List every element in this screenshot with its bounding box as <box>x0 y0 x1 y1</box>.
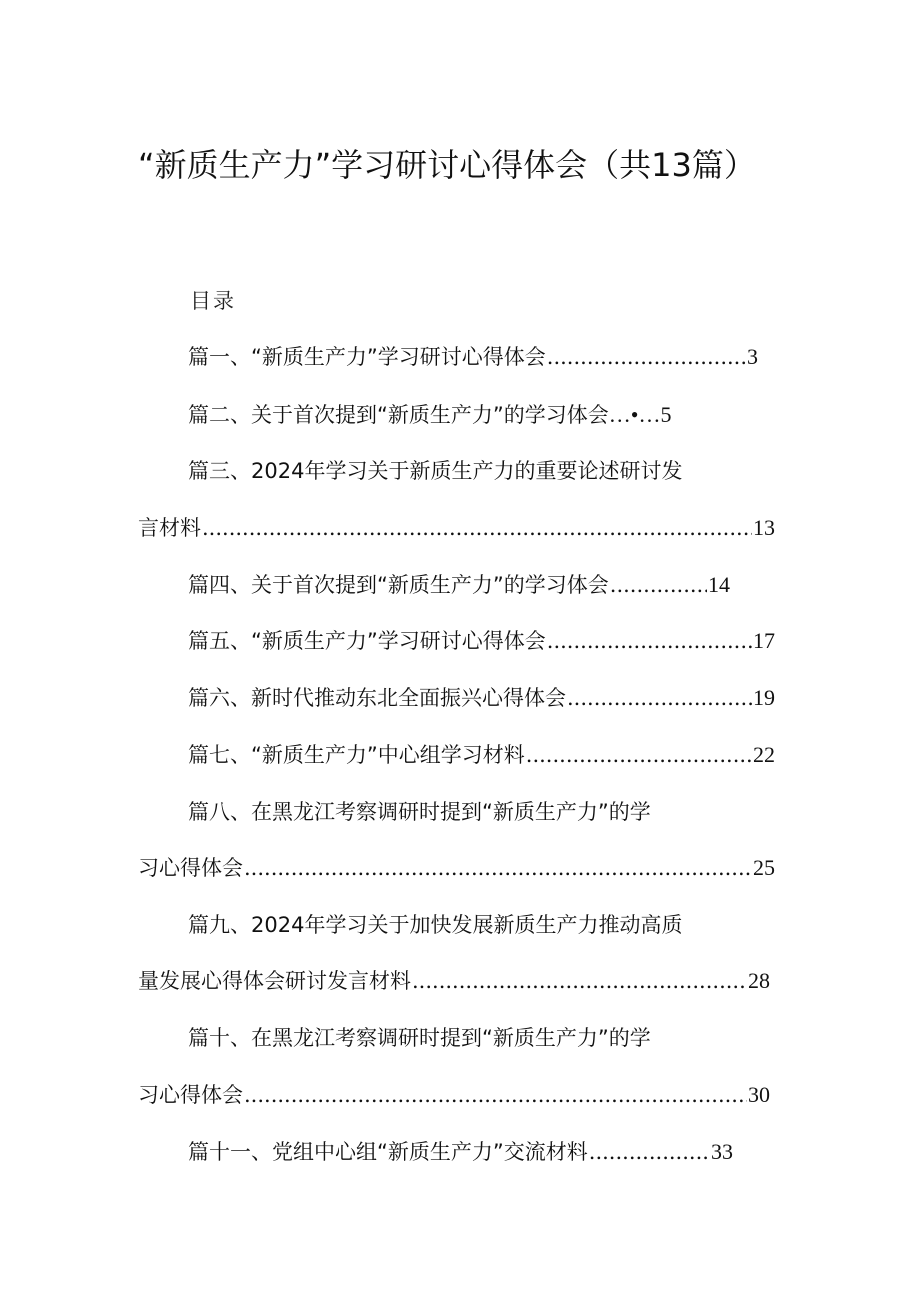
toc-entry-text: 篇七、“新质生产力”中心组学习材料 <box>188 743 525 767</box>
toc-page-number: 14 <box>708 572 730 597</box>
toc-leader <box>244 853 752 883</box>
toc-leader: …•… <box>608 402 661 427</box>
toc-entry[interactable] <box>138 853 775 883</box>
toc-page-number: 17 <box>753 628 775 653</box>
toc-entry-text: 篇二、关于首次提到“新质生产力”的学习体会 <box>188 403 609 427</box>
toc-page-number: 5 <box>660 402 672 427</box>
toc-leader <box>567 683 752 713</box>
toc-entry-text: 习心得体会 <box>138 856 243 880</box>
toc-entry-first-line[interactable]: 篇三、2024年学习关于新质生产力的重要论述研讨发 <box>188 459 683 483</box>
toc-page-number: 28 <box>748 968 770 993</box>
toc-entry[interactable] <box>188 342 758 372</box>
toc-entry-text: 言材料 <box>138 516 201 540</box>
toc-entry-text: 习心得体会 <box>138 1083 243 1107</box>
document-title: “新质生产力”学习研讨心得体会（共13篇） <box>138 146 756 184</box>
toc-entry-first-line[interactable]: 篇九、2024年学习关于加快发展新质生产力推动高质 <box>188 913 683 937</box>
toc-page-number: 30 <box>748 1082 770 1107</box>
toc-entry-text: 篇六、新时代推动东北全面振兴心得体会 <box>188 686 566 710</box>
toc-page-number: 19 <box>753 685 775 710</box>
toc-entry[interactable] <box>138 1080 770 1110</box>
toc-leader <box>526 740 752 770</box>
toc-page-number: 33 <box>711 1139 733 1164</box>
toc-entry[interactable] <box>188 683 775 713</box>
toc-leader <box>547 626 752 656</box>
toc-leader <box>412 966 747 996</box>
toc-leader <box>589 1137 710 1167</box>
toc-entry[interactable] <box>188 570 730 600</box>
toc-entry-first-line[interactable]: 篇八、在黑龙江考察调研时提到“新质生产力”的学 <box>188 800 651 824</box>
toc-heading: 目录 <box>190 289 236 313</box>
toc-entry[interactable] <box>138 966 770 996</box>
toc-entry-text: 量发展心得体会研讨发言材料 <box>138 969 411 993</box>
toc-page-number: 13 <box>753 515 775 540</box>
toc-entry[interactable] <box>138 513 775 543</box>
toc-entry[interactable] <box>188 740 775 770</box>
toc-entry-text: 篇五、“新质生产力”学习研讨心得体会 <box>188 629 546 653</box>
toc-leader <box>547 342 746 372</box>
toc-leader <box>202 513 752 543</box>
toc-page-number: 3 <box>747 344 758 369</box>
toc-leader <box>610 570 707 600</box>
toc-page-number: 25 <box>753 855 775 880</box>
toc-entry[interactable] <box>188 1137 733 1167</box>
toc-leader <box>244 1080 747 1110</box>
toc-entry-text: 篇一、“新质生产力”学习研讨心得体会 <box>188 345 546 369</box>
toc-entry-text: 篇四、关于首次提到“新质生产力”的学习体会 <box>188 573 609 597</box>
toc-page-number: 22 <box>753 742 775 767</box>
toc-entry[interactable] <box>188 626 775 656</box>
toc-entry[interactable] <box>188 400 671 430</box>
toc-entry-text: 篇十一、党组中心组“新质生产力”交流材料 <box>188 1140 588 1164</box>
toc-entry-first-line[interactable]: 篇十、在黑龙江考察调研时提到“新质生产力”的学 <box>188 1026 651 1050</box>
